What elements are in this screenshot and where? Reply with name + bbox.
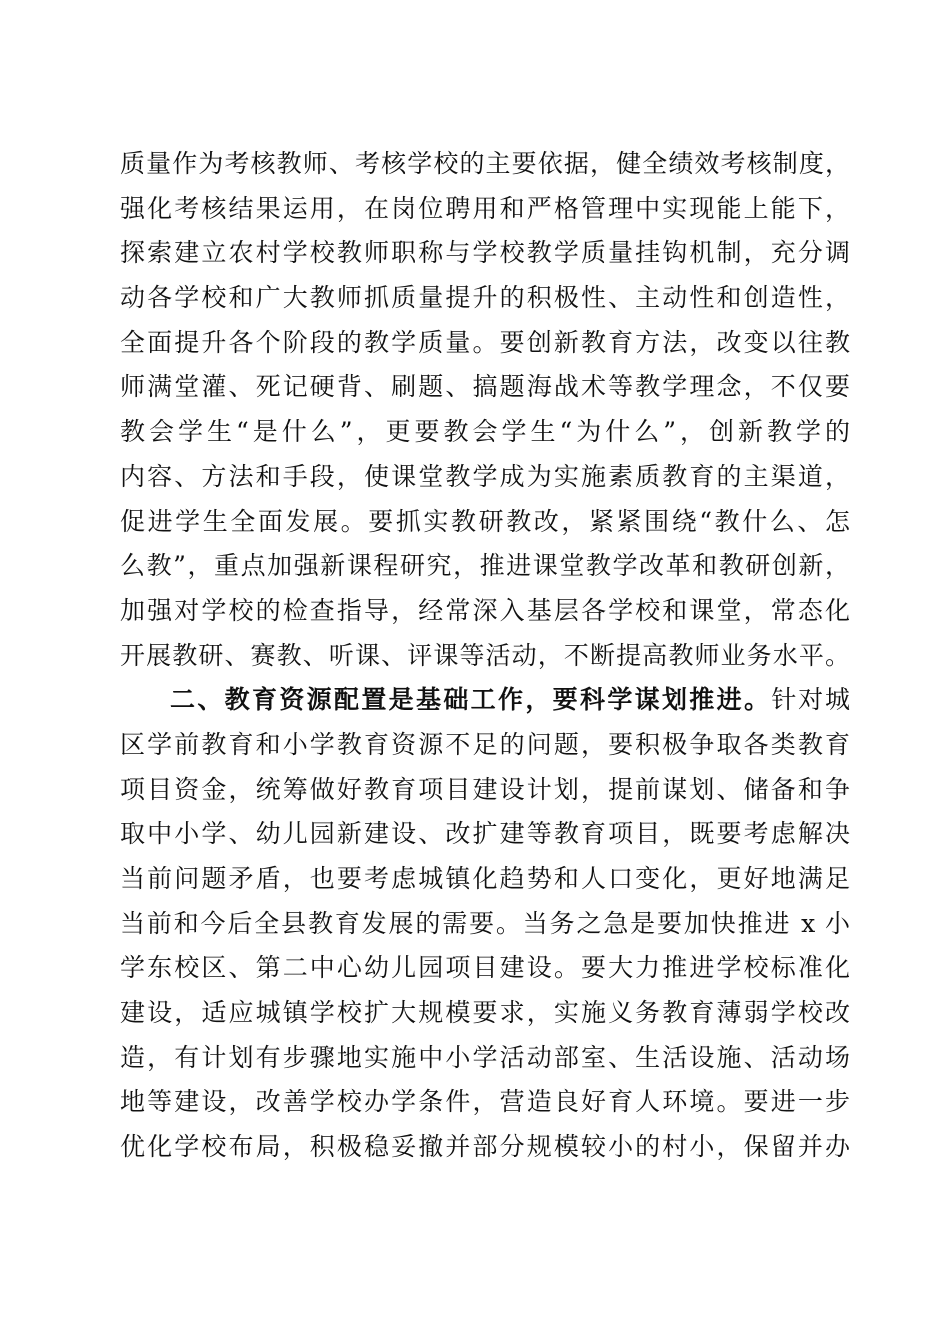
text-line: 造，有计划有步骤地实施中小学活动部室、生活设施、活动场 <box>120 1042 850 1072</box>
body-text <box>120 142 850 1170</box>
text-line: 区学前教育和小学教育资源不足的问题，要积极争取各类教育 <box>120 729 850 759</box>
text-line: 学东校区、第二中心幼儿园项目建设。要大力推进学校标准化 <box>120 953 850 983</box>
text-line: 师满堂灌、死记硬背、刷题、搞题海战术等教学理念，不仅要 <box>120 372 850 402</box>
section-heading: 二、教育资源配置是基础工作，要科学谋划推进。 <box>170 685 772 715</box>
text-line: 当前和今后全县教育发展的需要。当务之急是要加快推进 x 小 <box>120 908 850 938</box>
text-line: 强化考核结果运用，在岗位聘用和严格管理中实现能上能下， <box>120 193 850 223</box>
text-line: 全面提升各个阶段的教学质量。要创新教育方法，改变以往教 <box>120 327 850 357</box>
text-line: 取中小学、幼儿园新建设、改扩建等教育项目，既要考虑解决 <box>120 819 850 849</box>
text-line: 地等建设，改善学校办学条件，营造良好育人环境。要进一步 <box>120 1087 850 1117</box>
text-line: 教会学生“是什么”，更要教会学生“为什么”，创新教学的 <box>120 417 850 447</box>
text-line: 优化学校布局，积极稳妥撤并部分规模较小的村小，保留并办 <box>120 1132 850 1162</box>
text-line: 探索建立农村学校教师职称与学校教学质量挂钩机制，充分调 <box>120 238 850 268</box>
text-line: 质量作为考核教师、考核学校的主要依据，健全绩效考核制度， <box>120 149 850 178</box>
text-line: 促进学生全面发展。要抓实教研教改，紧紧围绕“教什么、怎 <box>120 506 850 536</box>
section-lead: 针对城 <box>771 685 850 715</box>
text-line: 建设，适应城镇学校扩大规模要求，实施义务教育薄弱学校改 <box>120 998 850 1028</box>
section-heading-line <box>120 678 850 723</box>
text-line: 么教”，重点加强新课程研究，推进课堂教学改革和教研创新， <box>120 551 850 581</box>
text-line: 开展教研、赛教、听课、评课等活动，不断提高教师业务水平。 <box>120 640 850 670</box>
text-line: 加强对学校的检查指导，经常深入基层各学校和课堂，常态化 <box>120 595 850 625</box>
text-line: 内容、方法和手段，使课堂教学成为实施素质教育的主渠道， <box>120 461 850 491</box>
text-line: 动各学校和广大教师抓质量提升的积极性、主动性和创造性， <box>120 283 850 313</box>
text-line: 当前问题矛盾，也要考虑城镇化趋势和人口变化，更好地满足 <box>120 864 850 893</box>
text-line: 项目资金，统筹做好教育项目建设计划，提前谋划、储备和争 <box>120 774 850 804</box>
